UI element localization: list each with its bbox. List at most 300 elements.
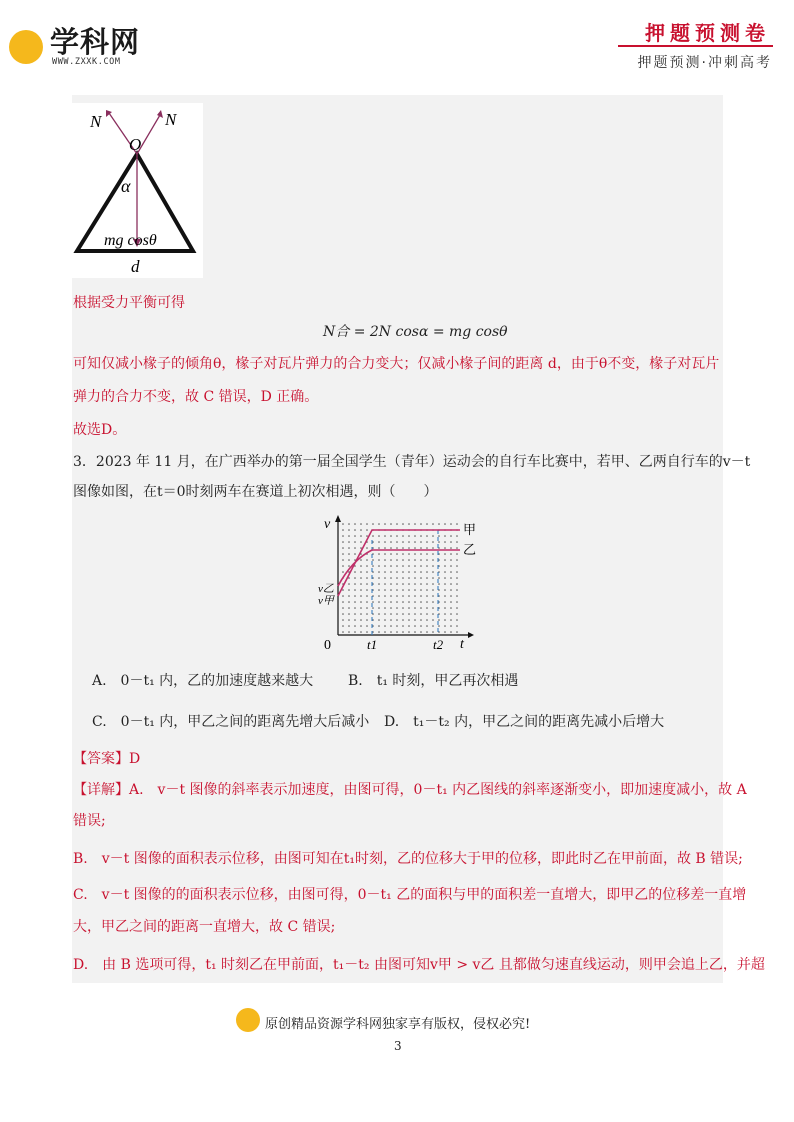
grid-dot (378, 535, 380, 537)
grid-dot (384, 619, 386, 621)
grid-dot (444, 619, 446, 621)
grid-dot (396, 571, 398, 573)
force-diagram (72, 103, 203, 278)
grid-dot (348, 559, 350, 561)
grid-dot (366, 625, 368, 627)
label-o: O (129, 135, 142, 154)
grid-dot (426, 559, 428, 561)
grid-dot (360, 619, 362, 621)
curve-jia (338, 530, 460, 596)
grid-dot (396, 631, 398, 633)
logo-url: WWW.ZXXK.COM (52, 57, 121, 67)
page-number: 3 (394, 1039, 402, 1053)
grid-dot (354, 595, 356, 597)
grid-dot (450, 535, 452, 537)
grid-dot (354, 553, 356, 555)
grid-dot (384, 631, 386, 633)
grid-dot (456, 625, 458, 627)
grid-dot (402, 631, 404, 633)
grid-dot (390, 523, 392, 525)
grid-dot (366, 601, 368, 603)
grid-dot (450, 547, 452, 549)
grid-dot (402, 601, 404, 603)
grid-dot (432, 625, 434, 627)
grid-dot (432, 541, 434, 543)
grid-dot (414, 619, 416, 621)
legend-yi: 乙 (463, 542, 477, 557)
grid-dot (420, 547, 422, 549)
grid-dot (354, 577, 356, 579)
grid-dot (348, 583, 350, 585)
grid-dot (456, 523, 458, 525)
header-subtitle: 押题预测·冲刺高考 (637, 55, 772, 71)
curve-yi (338, 550, 460, 586)
detail-d: D. 由 B 选项可得，t₁ 时刻乙在甲前面，t₁－t₂ 由图可知v甲 > v乙 且都做匀速直线运动，则甲会追上乙，并超 (73, 957, 765, 973)
grid-dot (414, 553, 416, 555)
grid-dot (444, 595, 446, 597)
option-d: D. t₁－t₂ 内，甲乙之间的距离先减小后增大 (384, 714, 665, 730)
grid-dot (348, 523, 350, 525)
grid-dot (342, 625, 344, 627)
grid-dot (354, 589, 356, 591)
grid-dot (366, 565, 368, 567)
grid-dot (420, 589, 422, 591)
grid-dot (348, 529, 350, 531)
legend-jia: 甲 (463, 522, 477, 537)
grid-dot (348, 625, 350, 627)
grid-dot (426, 619, 428, 621)
grid-dot (378, 553, 380, 555)
grid-dot (426, 625, 428, 627)
detail-c-line-2: 大，甲乙之间的距离一直增大，故 C 错误; (73, 919, 336, 935)
grid-dot (414, 523, 416, 525)
origin-label: 0 (324, 638, 331, 653)
grid-dot (420, 535, 422, 537)
grid-dot (456, 577, 458, 579)
grid-dot (354, 547, 356, 549)
grid-dot (396, 625, 398, 627)
grid-dot (444, 571, 446, 573)
grid-dot (354, 613, 356, 615)
grid-dot (414, 607, 416, 609)
grid-dot (456, 583, 458, 585)
grid-dot (444, 535, 446, 537)
grid-dot (414, 613, 416, 615)
grid-dot (396, 613, 398, 615)
grid-dot (390, 535, 392, 537)
grid-dot (372, 523, 374, 525)
grid-dot (456, 565, 458, 567)
grid-dot (378, 607, 380, 609)
question-3-line-2: 图像如图，在t＝0时刻两车在赛道上初次相遇，则（ ） (73, 484, 438, 500)
v-jia-label: v甲 (318, 595, 334, 607)
grid-dot (420, 577, 422, 579)
detail-a-line-2: 错误; (73, 813, 106, 829)
grid-dot (354, 529, 356, 531)
grid-dot (456, 631, 458, 633)
grid-dot (426, 541, 428, 543)
grid-dot (396, 565, 398, 567)
option-a: A. 0－t₁ 内，乙的加速度越来越大 (92, 673, 314, 689)
grid-dot (408, 547, 410, 549)
grid-dot (360, 583, 362, 585)
grid-dot (384, 523, 386, 525)
grid-dot (450, 577, 452, 579)
grid-dot (342, 631, 344, 633)
label-n-left: N (90, 112, 102, 131)
grid-dot (426, 601, 428, 603)
grid-dot (408, 553, 410, 555)
t2-label: t2 (433, 637, 444, 652)
grid-dot (432, 559, 434, 561)
grid-dot (414, 589, 416, 591)
grid-dot (396, 601, 398, 603)
grid-dot (444, 601, 446, 603)
grid-dot (384, 589, 386, 591)
label-n-right: N (165, 110, 177, 129)
grid-dot (444, 541, 446, 543)
grid-dot (354, 571, 356, 573)
grid-dot (378, 601, 380, 603)
grid-dot (378, 577, 380, 579)
grid-dot (390, 613, 392, 615)
grid-dot (402, 607, 404, 609)
label-force: mg cosθ (104, 232, 157, 249)
grid-dot (360, 565, 362, 567)
grid-dot (360, 601, 362, 603)
grid-dot (360, 559, 362, 561)
grid-dot (384, 559, 386, 561)
grid-dot (414, 547, 416, 549)
grid-dot (378, 565, 380, 567)
grid-dot (378, 589, 380, 591)
grid-dot (432, 595, 434, 597)
grid-dot (432, 619, 434, 621)
grid-dot (402, 523, 404, 525)
grid-dot (414, 595, 416, 597)
logo-text: 学科网 (50, 25, 141, 59)
grid-dot (444, 613, 446, 615)
grid-dot (444, 523, 446, 525)
grid-dot (348, 595, 350, 597)
grid-dot (384, 547, 386, 549)
grid-dot (450, 523, 452, 525)
grid-dot (342, 547, 344, 549)
v-yi-label: v乙 (318, 583, 334, 595)
grid-dot (342, 571, 344, 573)
grid-dot (438, 523, 440, 525)
grid-dot (414, 631, 416, 633)
grid-dot (378, 523, 380, 525)
grid-dot (354, 607, 356, 609)
grid-dot (378, 631, 380, 633)
grid-dot (396, 541, 398, 543)
grid-dot (450, 541, 452, 543)
grid-dot (420, 619, 422, 621)
grid-dot (450, 589, 452, 591)
grid-dot (360, 529, 362, 531)
grid-dot (372, 559, 374, 561)
grid-dot (366, 607, 368, 609)
grid-dot (396, 523, 398, 525)
grid-dot (450, 595, 452, 597)
grid-dot (390, 559, 392, 561)
footer-copyright: 原创精品资源学科网独家享有版权，侵权必究! (265, 1017, 531, 1032)
grid-dot (378, 625, 380, 627)
detail-b: B. v－t 图像的面积表示位移，由图可知在t₁时刻，乙的位移大于甲的位移，即此时乙在甲前面，故 B 错误; (73, 851, 743, 867)
solution-formula: N合 = 2N cosα = mg cosθ (323, 324, 508, 340)
grid-dot (432, 547, 434, 549)
grid-dot (456, 595, 458, 597)
grid-dot (396, 553, 398, 555)
t1-label: t1 (367, 637, 378, 652)
grid-dot (438, 577, 440, 579)
grid-dot (378, 571, 380, 573)
option-b: B. t₁ 时刻，甲乙再次相遇 (348, 673, 519, 689)
grid-dot (408, 577, 410, 579)
question-3-line-1: 3．2023 年 11 月，在广西举办的第一届全国学生（青年）运动会的自行车比赛中，若甲、乙两自行车的v－t (73, 454, 751, 470)
grid-dot (414, 625, 416, 627)
grid-dot (384, 565, 386, 567)
grid-dot (384, 613, 386, 615)
grid-dot (408, 571, 410, 573)
grid-dot (342, 607, 344, 609)
grid-dot (378, 559, 380, 561)
grid-dot (348, 553, 350, 555)
grid-dot (360, 631, 362, 633)
grid-dot (426, 613, 428, 615)
footer-logo-icon (236, 1008, 260, 1032)
grid-dot (360, 571, 362, 573)
grid-dot (420, 571, 422, 573)
grid-dot (444, 607, 446, 609)
grid-dot (354, 523, 356, 525)
grid-dot (414, 583, 416, 585)
grid-dot (426, 595, 428, 597)
grid-dot (432, 607, 434, 609)
grid-dot (402, 547, 404, 549)
grid-dot (426, 631, 428, 633)
grid-dot (420, 553, 422, 555)
grid-dot (378, 595, 380, 597)
grid-dot (432, 577, 434, 579)
grid-dot (366, 571, 368, 573)
grid-dot (390, 589, 392, 591)
grid-dot (450, 613, 452, 615)
grid-dot (408, 559, 410, 561)
grid-dot (444, 577, 446, 579)
grid-dot (408, 625, 410, 627)
grid-dot (450, 601, 452, 603)
header-title: 押题预测卷 (645, 21, 770, 45)
grid-dot (408, 589, 410, 591)
solution-line-1: 根据受力平衡可得 (73, 295, 185, 311)
grid-dot (426, 571, 428, 573)
grid-dot (450, 607, 452, 609)
grid-dot (456, 553, 458, 555)
grid-dot (408, 565, 410, 567)
grid-dot (426, 607, 428, 609)
grid-dot (390, 577, 392, 579)
grid-dot (426, 577, 428, 579)
grid-dot (426, 523, 428, 525)
solution-line-4: 故选D。 (73, 422, 127, 438)
grid-dot (354, 631, 356, 633)
arrowhead-right (157, 110, 163, 118)
grid-dot (432, 583, 434, 585)
grid-dot (402, 625, 404, 627)
grid-dot (342, 601, 344, 603)
grid-dot (390, 583, 392, 585)
grid-dot (456, 535, 458, 537)
grid-dot (390, 541, 392, 543)
grid-dot (342, 619, 344, 621)
grid-dot (450, 571, 452, 573)
grid-dot (378, 583, 380, 585)
grid-dot (456, 589, 458, 591)
grid-dot (384, 553, 386, 555)
grid-dot (390, 571, 392, 573)
grid-dot (450, 553, 452, 555)
grid-dot (432, 631, 434, 633)
grid-dot (402, 565, 404, 567)
grid-dot (372, 565, 374, 567)
grid-dot (390, 565, 392, 567)
grid-dot (456, 607, 458, 609)
grid-dot (384, 583, 386, 585)
grid-dot (402, 589, 404, 591)
grid-dot (414, 571, 416, 573)
grid-dot (378, 619, 380, 621)
grid-dot (420, 583, 422, 585)
grid-dot (342, 535, 344, 537)
grid-dot (414, 535, 416, 537)
grid-dot (384, 577, 386, 579)
grid-dot (366, 613, 368, 615)
grid-dot (354, 583, 356, 585)
grid-dot (444, 565, 446, 567)
grid-dot (366, 589, 368, 591)
grid-dot (354, 601, 356, 603)
grid-dot (396, 535, 398, 537)
grid-dot (408, 595, 410, 597)
grid-dot (354, 535, 356, 537)
grid-dot (348, 535, 350, 537)
grid-dot (390, 631, 392, 633)
vt-chart (310, 510, 490, 655)
grid-dot (396, 619, 398, 621)
grid-dot (408, 541, 410, 543)
grid-dot (456, 601, 458, 603)
grid-dot (408, 523, 410, 525)
y-axis-arrow (335, 515, 341, 522)
grid-dot (408, 601, 410, 603)
grid-dot (372, 601, 374, 603)
grid-dot (348, 541, 350, 543)
grid-dot (456, 571, 458, 573)
grid-dot (366, 619, 368, 621)
grid-dot (426, 547, 428, 549)
grid-dot (444, 625, 446, 627)
grid-dot (408, 607, 410, 609)
grid-dot (432, 601, 434, 603)
header-divider (618, 45, 773, 47)
grid-dot (402, 541, 404, 543)
grid-dot (438, 625, 440, 627)
grid-dot (402, 583, 404, 585)
grid-dot (396, 559, 398, 561)
grid-dot (438, 535, 440, 537)
grid-dot (402, 577, 404, 579)
grid-dot (384, 595, 386, 597)
grid-dot (414, 577, 416, 579)
grid-dot (420, 541, 422, 543)
grid-dot (348, 607, 350, 609)
grid-dot (384, 571, 386, 573)
grid-dot (420, 559, 422, 561)
grid-dot (396, 547, 398, 549)
grid-dot (444, 583, 446, 585)
grid-dot (348, 565, 350, 567)
grid-dot (396, 607, 398, 609)
grid-dot (456, 619, 458, 621)
grid-dot (444, 559, 446, 561)
grid-dot (360, 523, 362, 525)
grid-dot (432, 571, 434, 573)
grid-dot (402, 613, 404, 615)
x-axis-label: t (460, 637, 464, 652)
grid-dot (420, 595, 422, 597)
grid-dot (384, 541, 386, 543)
label-d: d (131, 257, 140, 276)
grid-dot (390, 595, 392, 597)
grid-dot (378, 547, 380, 549)
grid-dot (402, 595, 404, 597)
grid-dot (414, 541, 416, 543)
grid-dot (420, 523, 422, 525)
logo-icon (9, 30, 43, 64)
grid-dot (396, 589, 398, 591)
grid-dot (456, 559, 458, 561)
grid-dot (378, 541, 380, 543)
grid-dot (420, 613, 422, 615)
grid-dot (366, 535, 368, 537)
grid-dot (408, 535, 410, 537)
answer-label: 【答案】D (73, 751, 141, 767)
grid-dot (342, 613, 344, 615)
grid-dot (342, 523, 344, 525)
grid-dot (390, 619, 392, 621)
grid-dot (342, 541, 344, 543)
grid-dot (408, 619, 410, 621)
grid-dot (360, 613, 362, 615)
grid-dot (354, 625, 356, 627)
grid-dot (438, 541, 440, 543)
grid-dot (456, 547, 458, 549)
grid-dot (396, 577, 398, 579)
grid-dot (420, 565, 422, 567)
grid-dot (426, 553, 428, 555)
grid-dot (354, 619, 356, 621)
grid-dot (432, 535, 434, 537)
grid-dot (366, 595, 368, 597)
grid-dot (390, 553, 392, 555)
grid-dot (360, 541, 362, 543)
label-alpha: α (121, 176, 131, 196)
grid-dot (360, 607, 362, 609)
grid-dots (342, 523, 458, 633)
grid-dot (360, 535, 362, 537)
